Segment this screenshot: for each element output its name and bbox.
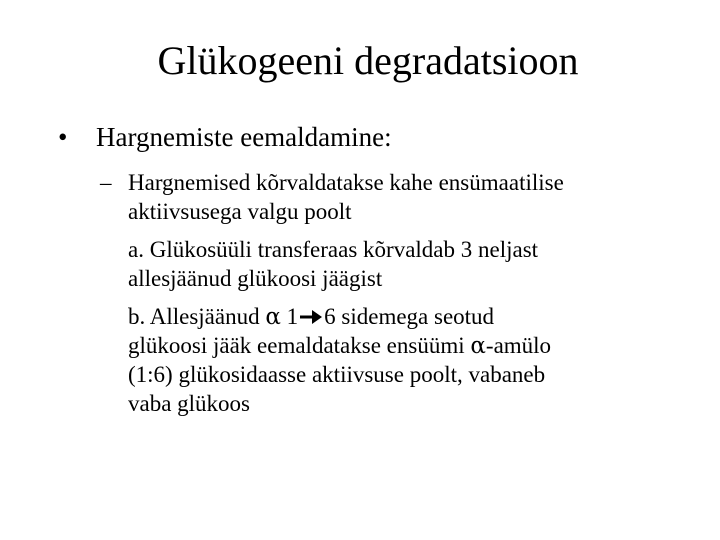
item-b-line-4: vaba glükoos <box>128 391 251 416</box>
item-b-line-1 <box>128 302 698 331</box>
item-a-line-2: allesjäänud glükoosi jäägist <box>128 266 383 291</box>
alpha-symbol: α <box>470 333 486 359</box>
item-b-line-3: (1:6) glükosidaasse aktiivsuse poolt, vabaneb <box>128 362 546 387</box>
item-b-line-1-num: 1 <box>280 304 299 329</box>
sub-line-1: Hargnemised kõrvaldatakse kahe ensümaatilise <box>128 170 564 195</box>
slide-title: Glükogeeni degradatsioon <box>157 38 579 83</box>
item-b-line-1-pre: b. Allesjäänud <box>128 304 266 329</box>
item-b-line-1-post: 6 sidemega seotud <box>324 304 495 329</box>
bullet-marker: • <box>58 122 68 152</box>
bullet-text: Hargnemiste eemaldamine: <box>96 122 392 152</box>
item-b-line-2 <box>128 331 698 360</box>
right-arrow-icon <box>299 307 323 327</box>
item-a-line-1: a. Glükosüüli transferaas kõrvaldab 3 neljast <box>128 237 539 262</box>
sub-bullet-content <box>128 168 698 418</box>
sub-line-2: aktiivsusega valgu poolt <box>128 199 352 224</box>
item-b-line-2-post: -amülo <box>485 333 552 358</box>
alpha-symbol: α <box>265 304 281 330</box>
sub-bullet-marker: – <box>100 170 112 195</box>
item-b-line-2-pre: glükoosi jääk eemaldatakse ensüümi <box>128 333 471 358</box>
bullet-item <box>58 120 392 154</box>
